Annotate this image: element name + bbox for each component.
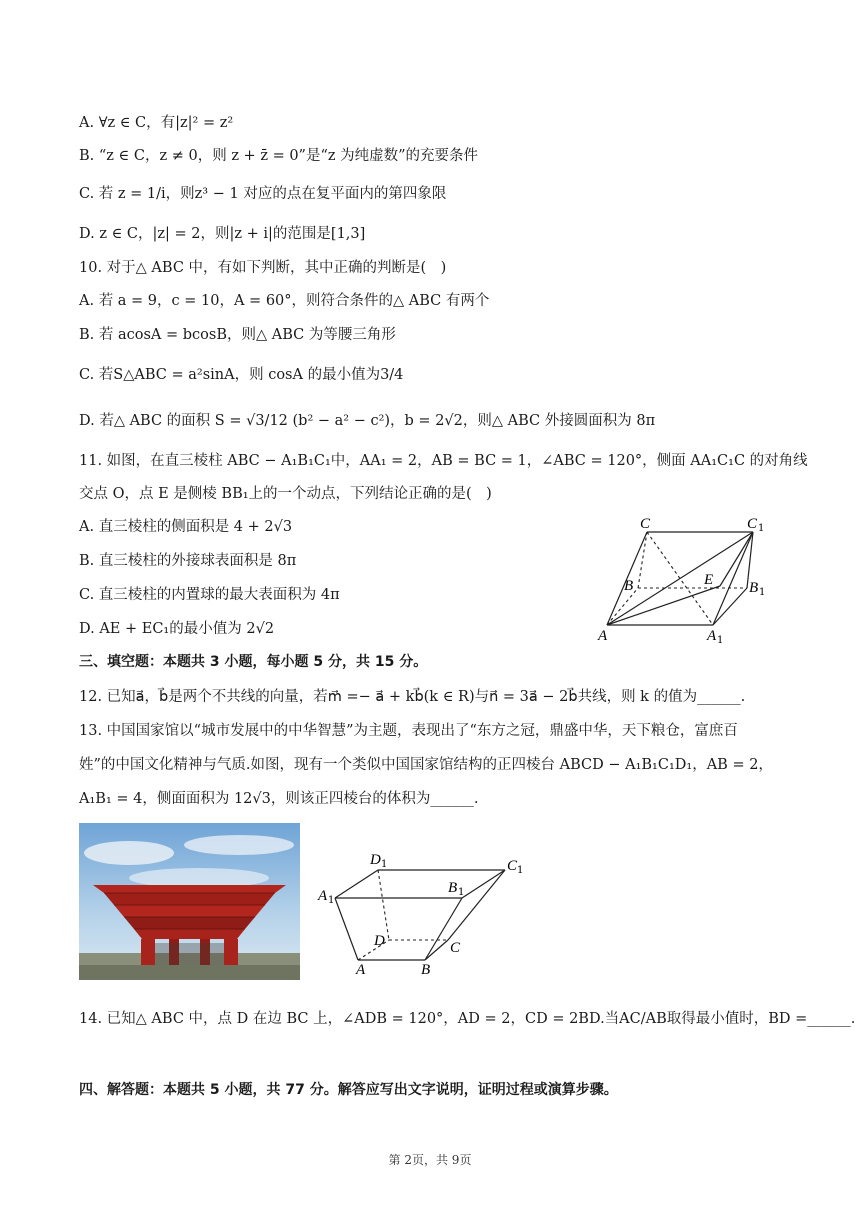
question-line-13: B. 直三棱柱的外接球表面积是 8π	[79, 553, 297, 569]
question-line-5: 10. 对于△ ABC 中，有如下判断，其中正确的判断是( )	[79, 260, 447, 276]
question-line-10: 11. 如图，在直三棱柱 ABC − A₁B₁C₁中，AA₁ = 2，AB = BC = 1，∠ABC = 120°，侧面 AA₁C₁C 的对角线	[79, 453, 808, 469]
fill-line-1: 12. 已知a⃗，b⃗是两个不共线的向量，若m⃗ =− a⃗ + kb⃗(k ∈ R)与n⃗ = 3a⃗ − 2b⃗共线，则 k 的值为______.	[79, 689, 746, 705]
question-line-3: C. 若 z = 1/i，则z³ − 1 对应的点在复平面内的第四象限	[79, 186, 447, 202]
label-b1: B	[749, 580, 759, 596]
label-b1-sub: 1	[759, 587, 766, 598]
fill-line-2: 13. 中国国家馆以“城市发展中的中华智慧”为主题，表现出了“东方之冠，鼎盛中华，天下粮仓，富庶百	[79, 723, 738, 739]
label-c1-sub: 1	[758, 523, 765, 534]
label-a1: A	[318, 888, 328, 904]
question-line-7: B. 若 acosA = bcosB，则△ ABC 为等腰三角形	[79, 327, 396, 343]
question-line-12: A. 直三棱柱的侧面积是 4 + 2√3	[79, 519, 293, 535]
label-c: C	[450, 940, 461, 956]
label-b1: B	[448, 880, 458, 896]
section-heading-fill-blank: 三、填空题：本题共 3 小题，每小题 5 分，共 15 分。	[79, 654, 428, 670]
fill-line-5: 14. 已知△ ABC 中，点 D 在边 BC 上，∠ADB = 120°，AD = 2，CD = 2BD.当AC/AB取得最小值时，BD =______.	[79, 1011, 856, 1027]
page-footer: 第 2页，共 9页	[388, 1153, 472, 1167]
prism-figure	[590, 510, 780, 645]
label-d: D	[374, 933, 385, 949]
question-line-4: D. z ∈ C，|z| = 2，则|z + i|的范围是[1,3]	[79, 226, 366, 242]
question-line-15: D. AE + EC₁的最小值为 2√2	[79, 621, 275, 637]
question-line-11: 交点 O，点 E 是侧棱 BB₁上的一个动点，下列结论正确的是( )	[79, 486, 492, 502]
question-line-6: A. 若 a = 9，c = 10，A = 60°，则符合条件的△ ABC 有两个	[79, 293, 490, 309]
label-c: C	[640, 516, 651, 532]
label-a: A	[598, 628, 608, 644]
label-c1-sub: 1	[517, 865, 524, 876]
china-pavilion-photo	[79, 823, 300, 980]
question-line-8: C. 若S△ABC = a²sinA，则 cosA 的最小值为3/4	[79, 367, 404, 383]
frustum-figure	[315, 848, 530, 978]
label-d1-sub: 1	[381, 859, 388, 870]
question-line-1: A. ∀z ∈ C，有|z|² = z²	[79, 115, 234, 131]
label-d1: D	[370, 852, 381, 868]
label-a1: A	[707, 628, 717, 644]
label-e: E	[704, 572, 714, 588]
label-a: A	[356, 962, 366, 978]
label-c1: C	[747, 516, 758, 532]
fill-line-4: A₁B₁ = 4，侧面面积为 12√3，则该正四棱台的体积为______.	[79, 791, 479, 807]
label-b: B	[624, 578, 634, 594]
section-heading-answer: 四、解答题：本题共 5 小题，共 77 分。解答应写出文字说明，证明过程或演算步骤。	[79, 1082, 618, 1098]
label-b1-sub: 1	[458, 887, 465, 898]
label-c1: C	[507, 858, 518, 874]
pavilion-illustration	[79, 823, 300, 980]
label-a1-sub: 1	[328, 895, 335, 906]
label-b: B	[421, 962, 431, 978]
question-line-9: D. 若△ ABC 的面积 S = √3/12 (b² − a² − c²)，b = 2√2，则△ ABC 外接圆面积为 8π	[79, 413, 656, 429]
question-line-2: B. “z ∈ C，z ≠ 0，则 z + z̄ = 0”是“z 为纯虚数”的充要条件	[79, 148, 479, 164]
label-a1-sub: 1	[717, 635, 724, 645]
question-line-14: C. 直三棱柱的内置球的最大表面积为 4π	[79, 587, 340, 603]
fill-line-3: 姓”的中国文化精神与气质.如图，现有一个类似中国国家馆结构的正四棱台 ABCD − A₁B₁C₁D₁，AB = 2，	[79, 757, 773, 773]
